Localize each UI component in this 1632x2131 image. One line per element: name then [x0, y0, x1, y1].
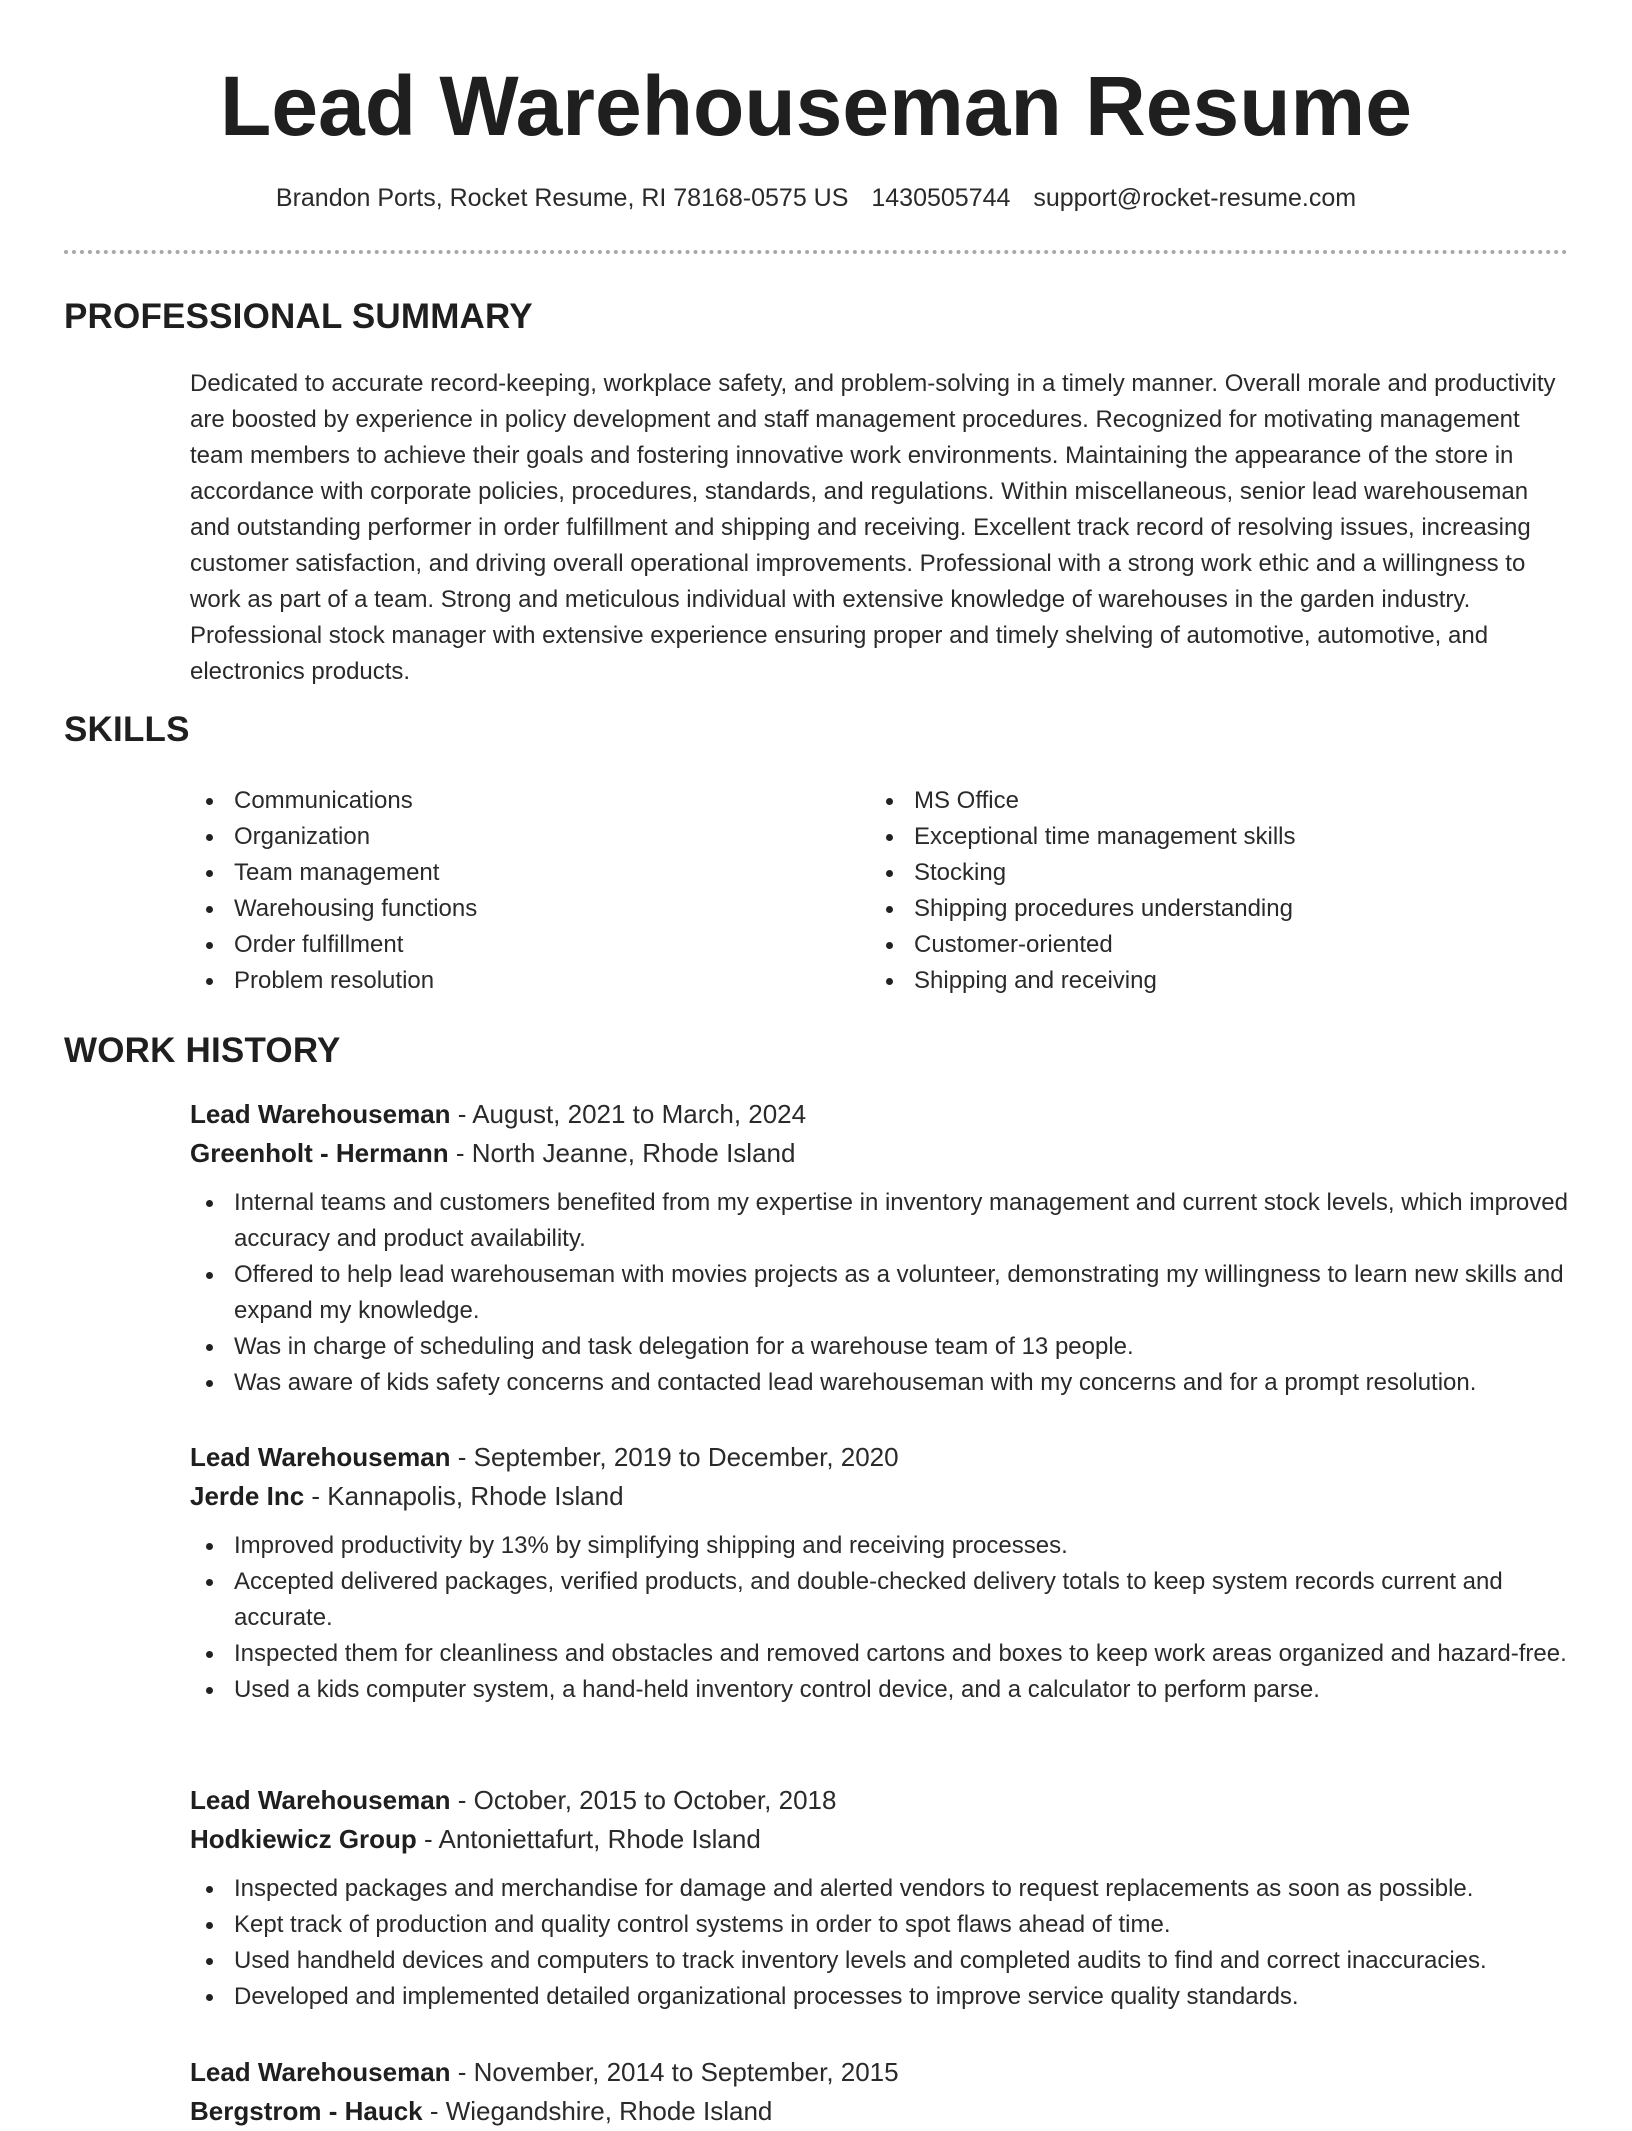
job-dates: - September, 2019 to December, 2020 [450, 1442, 899, 1472]
job-title-line [190, 1438, 1570, 1477]
job-company-line [190, 1820, 1570, 1859]
job-title-line [190, 2053, 1570, 2092]
contact-email: support@rocket-resume.com [1033, 184, 1357, 212]
summary-text: Dedicated to accurate record-keeping, workplace safety, and problem-solving in a timely manner. Overall morale and productivity are boosted by experience in policy development and staff management procedures. Recognized for motivating management team members to achieve their goals and fostering innovative work environments. Maintaining the appearance of the store in accordance with corporate policies, procedures, standards, and regulations. Within miscellaneous, senior lead warehouseman and outstanding performer in order fulfillment and shipping and receiving. Excellent track record of resolving issues, increasing customer satisfaction, and driving overall operational improvements. Professional with a strong work ethic and a willingness to work as part of a team. Strong and meticulous individual with extensive knowledge of warehouses in the garden industry. Professional stock manager with extensive experience ensuring proper and timely shelving of automotive, automotive, and electronics products. [190, 370, 1556, 685]
skill-item: Problem resolution [190, 963, 870, 999]
skills-column-right [870, 783, 1550, 999]
job-bullets [190, 1871, 1570, 2015]
job-title: Lead Warehouseman [190, 1099, 451, 1129]
job-location: - Kannapolis, Rhode Island [304, 1481, 624, 1511]
skill-item: MS Office [870, 783, 1550, 819]
job-company: Bergstrom - Hauck [190, 2096, 423, 2126]
skill-item: Organization [190, 819, 870, 855]
contact-phone: 1430505744 [871, 184, 1011, 212]
job-dates: - November, 2014 to September, 2015 [450, 2057, 899, 2087]
job-title-line [190, 1781, 1570, 1820]
page-title: Lead Warehouseman Resume [220, 59, 1412, 153]
skills-heading: SKILLS [64, 710, 190, 749]
contact-line [0, 182, 1632, 214]
job-bullet: Internal teams and customers benefited from my expertise in inventory management and current stock levels, which improved accuracy and product availability. [190, 1185, 1570, 1257]
skill-item: Team management [190, 855, 870, 891]
job-bullet: Was aware of kids safety concerns and contacted lead warehouseman with my concerns and for a prompt resolution. [190, 1365, 1570, 1401]
job-title: Lead Warehouseman [190, 2057, 451, 2087]
job-entry [190, 1781, 1570, 2015]
skill-item: Communications [190, 783, 870, 819]
job-entry [190, 1095, 1570, 1401]
skill-item: Exceptional time management skills [870, 819, 1550, 855]
job-bullet: Improved productivity by 13% by simplifying shipping and receiving processes. [190, 1528, 1570, 1564]
job-title: Lead Warehouseman [190, 1785, 451, 1815]
job-location: - North Jeanne, Rhode Island [448, 1138, 796, 1168]
job-bullet: Developed and implemented detailed organizational processes to improve service quality standards. [190, 1979, 1570, 2015]
job-dates: - October, 2015 to October, 2018 [450, 1785, 837, 1815]
job-entry [190, 2053, 1570, 2131]
skill-item: Warehousing functions [190, 891, 870, 927]
job-bullet: Inspected packages and merchandise for damage and alerted vendors to request replacements as soon as possible. [190, 1871, 1570, 1907]
job-bullet: Accepted delivered packages, verified products, and double-checked delivery totals to keep system records current and accurate. [190, 1564, 1570, 1636]
job-company: Hodkiewicz Group [190, 1824, 417, 1854]
job-title: Lead Warehouseman [190, 1442, 451, 1472]
job-bullet: Used handheld devices and computers to track inventory levels and completed audits to find and correct inaccuracies. [190, 1943, 1570, 1979]
job-entry [190, 1438, 1570, 1708]
skills-column-left [190, 783, 870, 999]
header-divider [64, 250, 1568, 254]
skills-list [190, 783, 1570, 999]
job-company-line [190, 1134, 1570, 1173]
job-location: - Wiegandshire, Rhode Island [422, 2096, 773, 2126]
contact-address: Brandon Ports, Rocket Resume, RI 78168-0575 US [275, 184, 849, 212]
job-company: Jerde Inc [190, 1481, 305, 1511]
work-history-heading: WORK HISTORY [64, 1031, 341, 1070]
skill-item: Customer-oriented [870, 927, 1550, 963]
skill-item: Shipping procedures understanding [870, 891, 1550, 927]
skill-item: Stocking [870, 855, 1550, 891]
job-bullet: Used a kids computer system, a hand-held inventory control device, and a calculator to perform parse. [190, 1672, 1570, 1708]
job-bullets [190, 1528, 1570, 1708]
skill-item: Shipping and receiving [870, 963, 1550, 999]
job-bullet: Kept track of production and quality control systems in order to spot flaws ahead of time. [190, 1907, 1570, 1943]
job-company: Greenholt - Hermann [190, 1138, 449, 1168]
job-bullets [190, 1185, 1570, 1401]
job-bullet: Offered to help lead warehouseman with movies projects as a volunteer, demonstrating my willingness to learn new skills and expand my knowledge. [190, 1257, 1570, 1329]
job-dates: - August, 2021 to March, 2024 [450, 1099, 807, 1129]
job-bullet: Was in charge of scheduling and task delegation for a warehouse team of 13 people. [190, 1329, 1570, 1365]
job-title-line [190, 1095, 1570, 1134]
job-company-line [190, 1477, 1570, 1516]
job-location: - Antoniettafurt, Rhode Island [416, 1824, 761, 1854]
summary-heading: PROFESSIONAL SUMMARY [64, 297, 533, 336]
job-bullet: Inspected them for cleanliness and obstacles and removed cartons and boxes to keep work areas organized and hazard-free. [190, 1636, 1570, 1672]
skill-item: Order fulfillment [190, 927, 870, 963]
